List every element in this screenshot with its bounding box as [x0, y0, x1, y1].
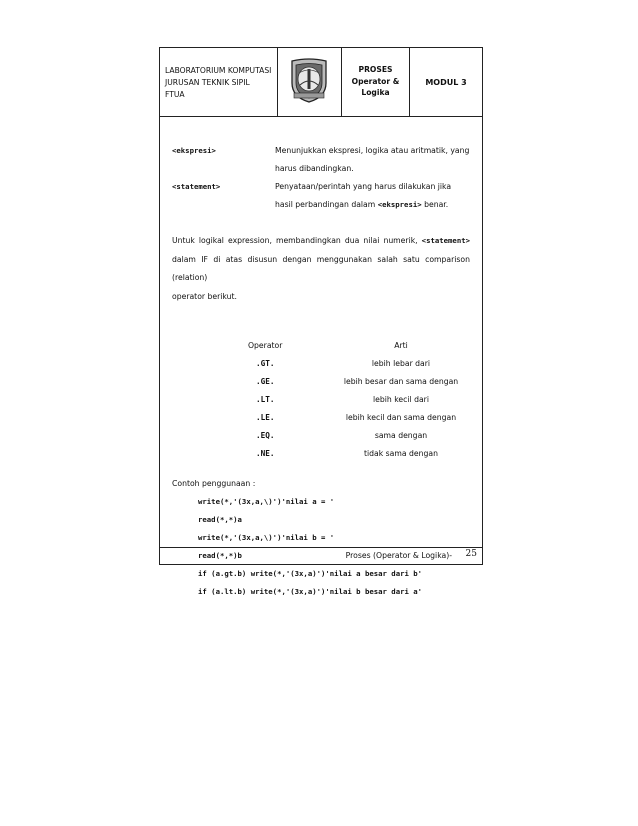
lab-line: LABORATORIUM KOMPUTASI	[165, 66, 272, 75]
table-arti: tidak sama dengan	[364, 449, 438, 458]
table-arti: lebih kecil dan sama dengan	[345, 413, 457, 422]
definition-desc: Menunjukkan ekspresi, logika atau aritmatik, yang	[275, 146, 470, 155]
definition-desc	[275, 200, 448, 209]
paragraph-line: dalam IF di atas disusun dengan menggunakan salah satu comparison (relation)	[172, 254, 470, 282]
definition-desc: harus dibandingkan.	[275, 164, 354, 173]
example-label: Contoh penggunaan :	[172, 479, 256, 488]
code-line: read(*,*)b	[198, 551, 242, 560]
table-arti: lebih kecil dari	[373, 395, 429, 404]
code-line: write(*,'(3x,a,\)')'nilai a = '	[198, 497, 335, 506]
module-title	[342, 48, 410, 116]
paragraph-line: operator berikut.	[172, 291, 237, 301]
footer-text: Proses (Operator & Logika)-	[345, 551, 452, 560]
definition-term: <ekspresi>	[172, 146, 216, 155]
lab-line: FTUA	[165, 90, 185, 99]
table-header-arti: Arti	[394, 341, 408, 350]
code-line: if (a.lt.b) write(*,'(3x,a)')'nilai b besar dari a'	[198, 587, 423, 596]
definition-term: <statement>	[172, 182, 221, 191]
table-op: .EQ.	[256, 431, 275, 440]
title-line: Logika	[361, 88, 390, 97]
paragraph-line	[172, 232, 470, 251]
definition-desc: Penyataan/perintah yang harus dilakukan jika	[275, 182, 452, 191]
module-number: MODUL 3	[425, 78, 467, 87]
table-op: .GE.	[256, 377, 275, 386]
lab-line: JURUSAN TEKNIK SIPIL	[165, 78, 250, 87]
code-line: read(*,*)a	[198, 515, 242, 524]
table-arti: lebih lebar dari	[371, 359, 431, 368]
table-op: .GT.	[256, 359, 275, 368]
title-line: Operator &	[351, 76, 400, 86]
code-line: if (a.gt.b) write(*,'(3x,a)')'nilai a besar dari b'	[198, 569, 423, 578]
lab-info	[160, 48, 278, 116]
university-emblem-icon	[288, 57, 330, 103]
title-line: PROSES	[358, 65, 393, 74]
paragraph-text: Untuk logikal expression, membandingkan dua nilai numerik,	[172, 236, 422, 245]
desc-code: <ekspresi>	[377, 200, 422, 209]
page-number: 25	[465, 549, 477, 559]
desc-text: hasil perbandingan dalam	[275, 200, 378, 209]
table-arti: sama dengan	[374, 431, 428, 440]
desc-text: benar.	[421, 200, 449, 209]
intro-paragraph	[172, 232, 470, 306]
table-op: .LE.	[256, 413, 275, 422]
table-arti: lebih besar dan sama dengan	[343, 377, 459, 386]
table-op: .LT.	[256, 395, 275, 404]
table-header-operator: Operator	[248, 341, 283, 350]
logo-cell	[278, 48, 342, 116]
page-frame	[159, 47, 483, 596]
code-line: write(*,'(3x,a,\)')'nilai b = '	[198, 533, 335, 542]
page-footer	[160, 547, 482, 564]
page-header	[160, 48, 482, 117]
table-op: .NE.	[256, 449, 275, 458]
paragraph-code: <statement>	[421, 236, 470, 245]
